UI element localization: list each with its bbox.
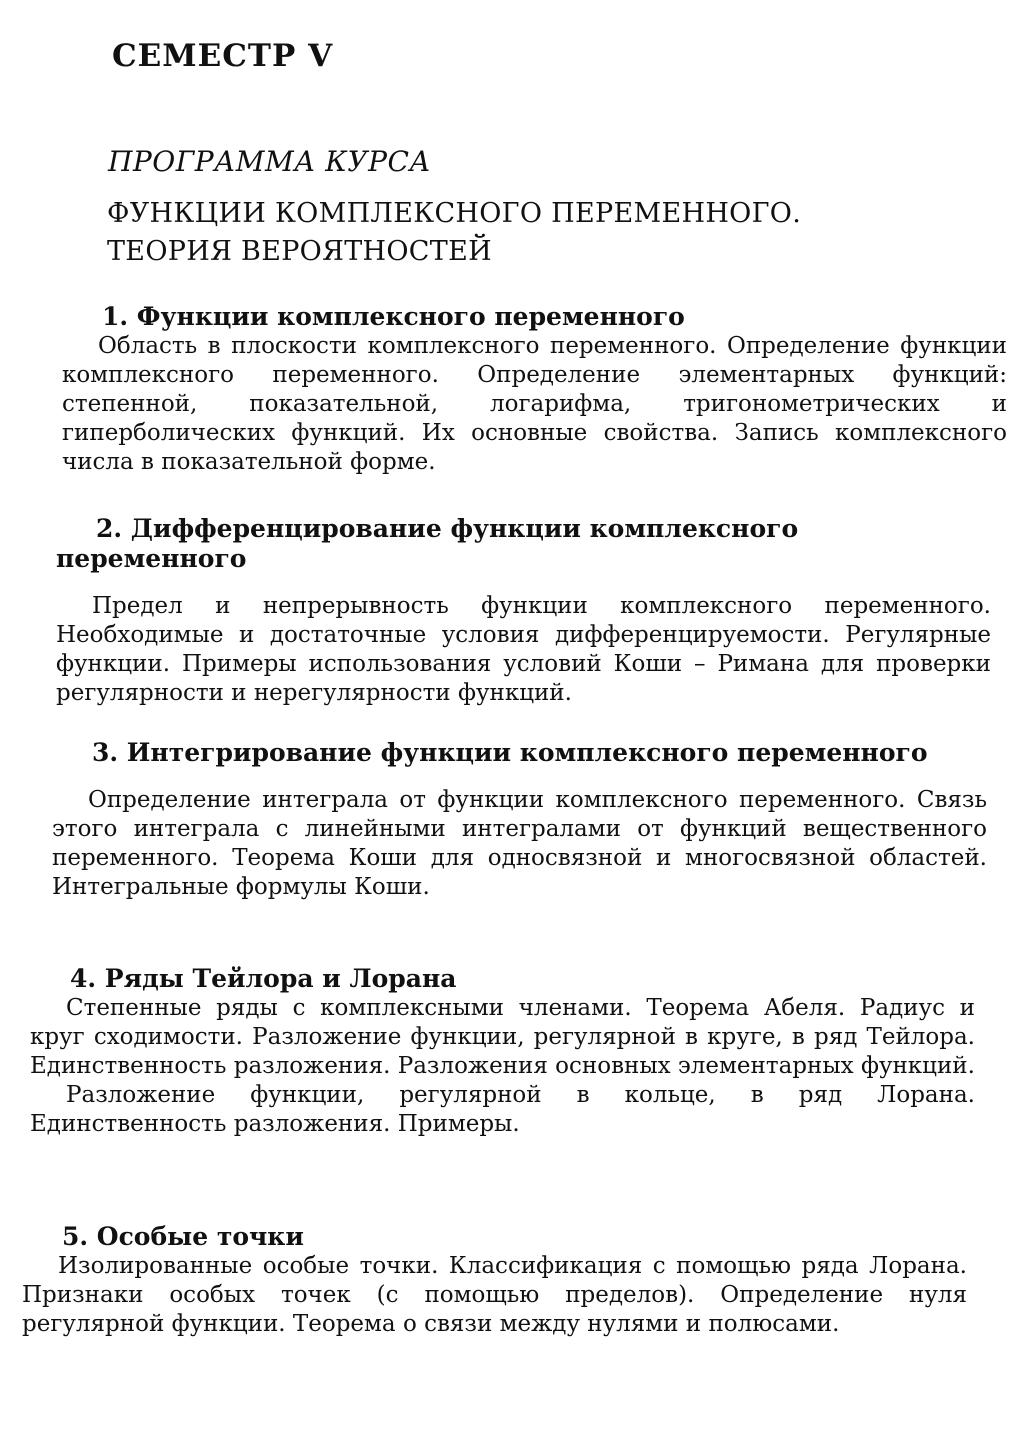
program-title: ПРОГРАММА КУРСА [108,145,432,178]
section-heading: 1. Функции комплексного переменного [102,302,685,331]
section-4 [30,964,975,1139]
section-paragraph: Предел и непрерывность функции комплексного переменного. Необходимые и достаточные условия дифференцируемости. Регулярные функции. Примеры использования условий Коши – Римана для проверки регулярности и нерегулярности функций. [56,593,991,706]
section-heading: 5. Особые точки [62,1222,304,1251]
section-paragraph: Разложение функции, регулярной в кольце, в ряд Лорана. Единственность разложения. Примеры. [30,1082,975,1137]
section-heading: 3. Интегрирование функции комплексного переменного [92,738,928,767]
section-heading: 4. Ряды Тейлора и Лорана [70,964,457,993]
section-paragraph: Определение интеграла от функции комплексного переменного. Связь этого интеграла с линейными интегралами от функций вещественного переменного. Теорема Коши для односвязной и многосвязной областей. Интегральные формулы Коши. [52,787,987,900]
section-2 [56,514,991,708]
section-paragraph: Степенные ряды с комплексными членами. Теорема Абеля. Радиус и круг сходимости. Разложение функции, регулярной в круге, в ряд Тейлора. Единственность разложения. Разложения основных элементарных функций. [30,995,975,1079]
section-heading: 2. Дифференцирование функции комплексного переменного [56,514,799,573]
course-title-line1: ФУНКЦИИ КОМПЛЕКСНОГО ПЕРЕМЕННОГО. [107,198,802,229]
section-1 [62,302,1007,477]
section-paragraph: Изолированные особые точки. Классификация с помощью ряда Лорана. Признаки особых точек (с помощью пределов). Определение нуля регулярной функции. Теорема о связи между нулями и полюсами. [22,1253,967,1337]
section-5 [22,1222,967,1339]
section-paragraph: Область в плоскости комплексного переменного. Определение функции комплексного переменного. Определение элементарных функций: степенной, показательной, логарифма, тригонометрических и гиперболических функций. Их основные свойства. Запись комплексного числа в показательной форме. [62,333,1007,475]
course-title-line2: ТЕОРИЯ ВЕРОЯТНОСТЕЙ [107,236,492,267]
course-title [107,195,801,271]
section-3 [52,738,987,902]
semester-heading: СЕМЕСТР V [112,38,334,74]
